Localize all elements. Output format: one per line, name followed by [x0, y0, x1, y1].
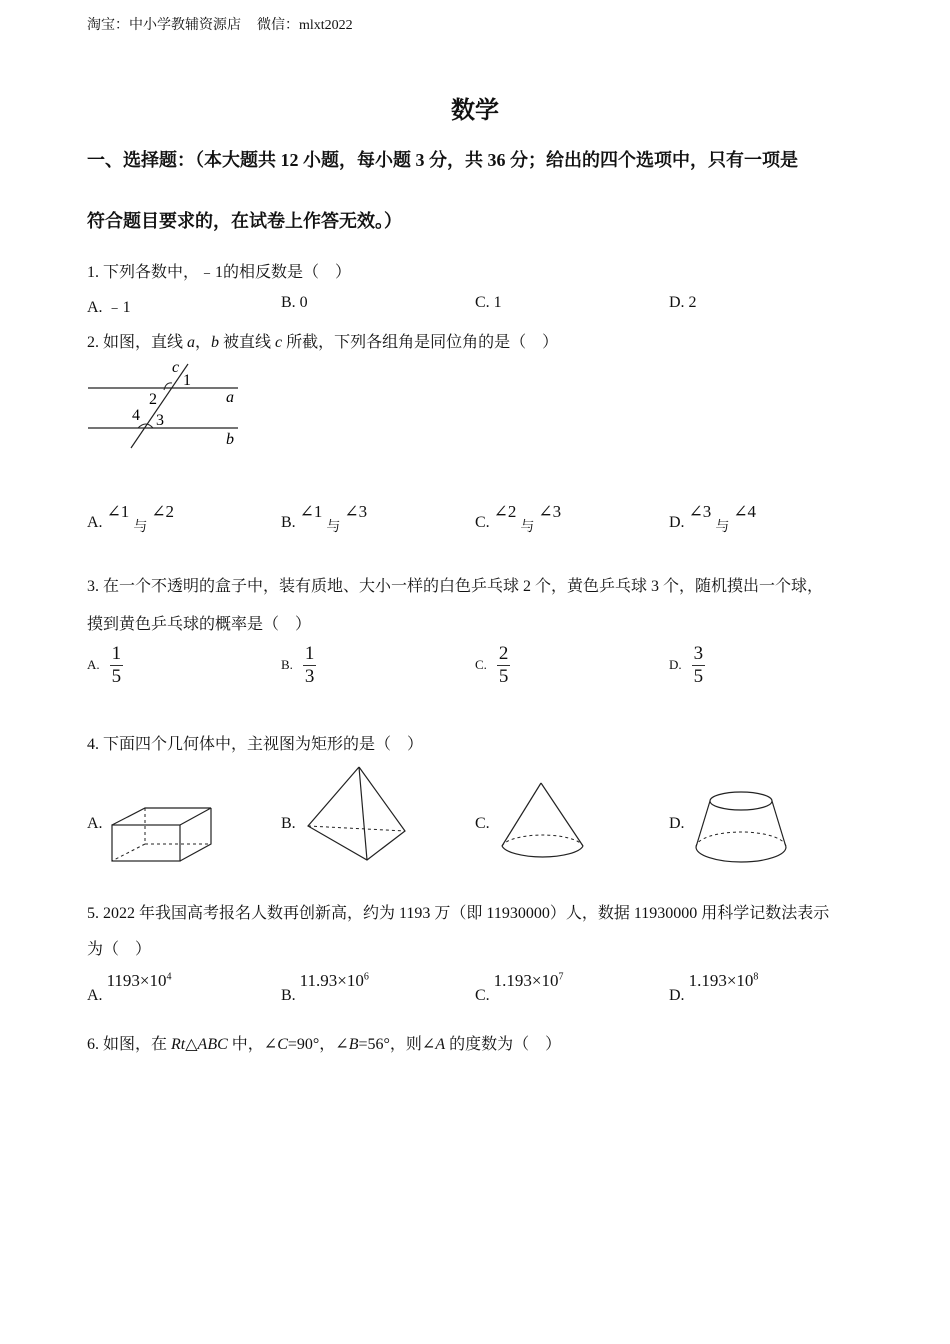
q1-stem: 1. 下列各数中，	[87, 264, 200, 281]
q2-parallel-lines-figure	[86, 352, 246, 452]
question-1	[87, 259, 351, 282]
wechat-id: 微信：mlxt2022	[257, 18, 353, 33]
q2-option-c[interactable]: C. ∠2 与 ∠3	[475, 502, 562, 535]
question-5-line1: 5. 2022 年我国高考报名人数再创新高，约为 1193 万（即 11930000）人，数据 11930000 用科学记数法表示	[87, 905, 830, 922]
label-4: 4	[132, 407, 140, 424]
q1-option-b[interactable]: B. 0	[281, 294, 308, 311]
fraction: $\frac{1}{5}$	[111, 643, 122, 687]
q3-option-c[interactable]: C. $\frac{2}{5}$	[475, 643, 509, 687]
cuboid-figure	[108, 804, 216, 866]
q5-option-b[interactable]: B. $11.93\times 10^6$	[281, 971, 369, 1004]
q2-option-b[interactable]: B. ∠1 与 ∠3	[281, 502, 368, 535]
page-header	[87, 14, 353, 34]
label-b: b	[226, 431, 234, 448]
q4-option-d-label[interactable]: D.	[669, 815, 685, 832]
label-1: 1	[183, 372, 191, 389]
q1-option-c[interactable]: C. 1	[475, 294, 502, 311]
q3-option-d[interactable]: D. $\frac{3}{5}$	[669, 643, 704, 687]
question-5-line2: 为（ ）	[87, 941, 152, 958]
q1-option-a[interactable]: A. ﹣1	[87, 299, 131, 316]
cone-figure	[498, 780, 588, 864]
fraction: $\frac{2}{5}$	[498, 643, 509, 687]
line-c	[131, 364, 188, 448]
q4-option-b-label[interactable]: B.	[281, 815, 296, 832]
q5-option-d[interactable]: D. $1.193\times 10^8$	[669, 971, 759, 1004]
q5-option-a[interactable]: A. $1193\times 10^4$	[87, 971, 172, 1004]
question-6: 6. 如图，在 Rt△ABC 中，∠C=90°，∠B=56°，则∠A 的度数为（ ）	[87, 1036, 562, 1053]
q3-option-b[interactable]: B. $\frac{1}{3}$	[281, 643, 315, 687]
pyramid-figure	[304, 764, 410, 866]
label-c: c	[172, 359, 180, 376]
question-3-line2: 摸到黄色乒乓球的概率是（ ）	[87, 616, 312, 633]
label-3: 3	[156, 412, 164, 429]
shop-name: 淘宝：中小学教辅资源店	[87, 18, 241, 33]
q2-option-a[interactable]: A. ∠1 与 ∠2	[87, 502, 175, 535]
q3-option-a[interactable]: A. $\frac{1}{5}$	[87, 643, 122, 687]
question-2: 2. 如图，直线 a，b 被直线 c 所截，下列各组角是同位角的是（ ）	[87, 334, 559, 351]
label-2: 2	[149, 391, 157, 408]
fraction: $\frac{3}{5}$	[693, 643, 704, 687]
section-heading-line1: 一、选择题：（本大题共 12 小题，每小题 3 分，共 36 分；给出的四个选项中，只有一项是	[87, 150, 798, 170]
q5-option-c[interactable]: C. $1.193\times 10^7$	[475, 971, 564, 1004]
q2-option-d[interactable]: D. ∠3 与 ∠4	[669, 502, 757, 535]
q1-number: ﹣1	[199, 264, 224, 281]
q4-option-a-label[interactable]: A.	[87, 815, 103, 832]
section-heading-line2: 符合题目要求的，在试卷上作答无效。）	[87, 211, 402, 231]
question-3-line1: 3. 在一个不透明的盒子中，装有质地、大小一样的白色乒乓球 2 个，黄色乒乓球 3 个，随机摸出一个球，	[87, 578, 824, 595]
label-a: a	[226, 389, 234, 406]
fraction: $\frac{1}{3}$	[304, 643, 315, 687]
frustum-figure	[692, 788, 790, 866]
page-title: 数学	[451, 98, 499, 124]
q4-option-c-label[interactable]: C.	[475, 815, 490, 832]
q1-option-d[interactable]: D. 2	[669, 294, 697, 311]
question-4: 4. 下面四个几何体中，主视图为矩形的是（ ）	[87, 736, 424, 753]
q1-stem-end: 的相反数是（ ）	[223, 264, 352, 281]
